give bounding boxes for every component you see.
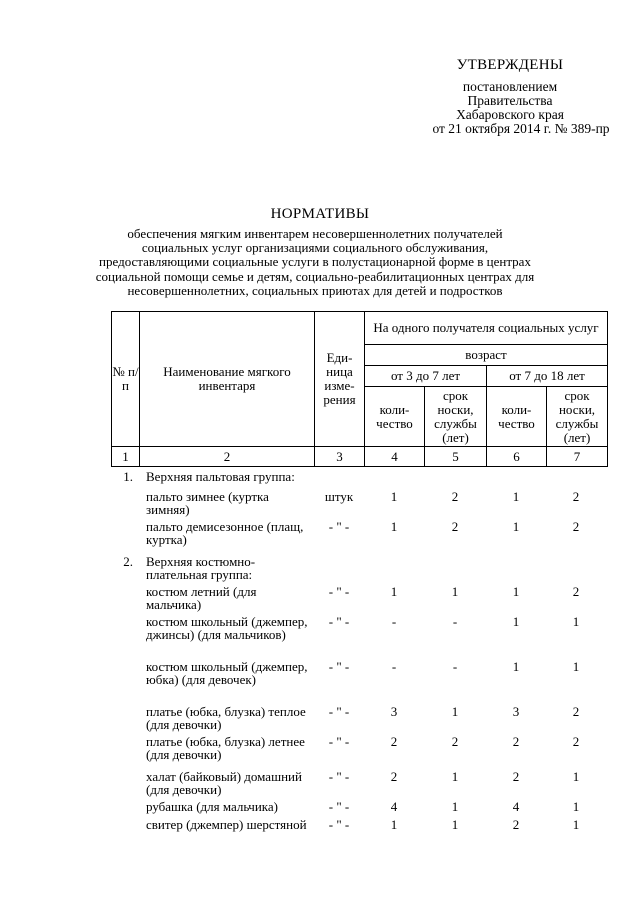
column-number: 7 <box>547 447 608 467</box>
table-row <box>111 770 606 797</box>
item-name: пальто зимнее (куртка зимняя) <box>146 489 269 518</box>
qty-7-18: 3 <box>512 704 520 719</box>
qty-3-7: 1 <box>390 519 398 534</box>
document-subtitle: обеспечения мягким инвентарем несовершеннолетних получателей социальных услуг организациями социального обслуживания, предоставляющими социальные услуги в полустационарной форме в центрах социальной помощи семье и детям, социально-реабилитационных центрах для несовершеннолетних, социальных приютах для детей и подростков <box>95 226 535 298</box>
item-name: Верхняя костюмно-плательная группа: <box>146 554 256 583</box>
term-3-7: 1 <box>451 817 459 832</box>
term-7-18: 2 <box>572 519 580 534</box>
table-row <box>111 490 606 517</box>
qty-7-18: 2 <box>512 817 520 832</box>
column-number: 4 <box>365 447 425 467</box>
table-row <box>111 660 606 687</box>
item-name: пальто демисезонное (плащ, куртка) <box>146 519 304 548</box>
qty-7-18: 1 <box>512 614 520 629</box>
term-7-18: 2 <box>572 489 580 504</box>
item-name: костюм школьный (джемпер, юбка) (для девочек) <box>146 659 308 688</box>
term-3-7: 2 <box>451 519 459 534</box>
header-age-3-7: от 3 до 7 лет <box>365 366 487 387</box>
item-unit: - " - <box>328 614 350 629</box>
table-row <box>111 818 606 831</box>
header-qty: коли-чество <box>487 387 547 447</box>
qty-3-7: 3 <box>390 704 398 719</box>
term-7-18 <box>546 470 606 483</box>
header-per-recipient: На одного получателя социальных услуг <box>365 312 608 345</box>
item-name: свитер (джемпер) шерстяной <box>146 817 307 832</box>
qty-3-7: 2 <box>390 769 398 784</box>
term-7-18: 2 <box>572 704 580 719</box>
row-number <box>111 520 139 547</box>
qty-3-7: 1 <box>390 817 398 832</box>
document-title: НОРМАТИВЫ <box>270 206 370 222</box>
header-name: Наименование мягкого инвентаря <box>140 312 315 447</box>
table-row <box>111 585 606 612</box>
approval-line: Хабаровского края <box>456 107 564 123</box>
item-name: платье (юбка, блузка) летнее (для девочки) <box>146 734 305 763</box>
approval-line: постановлением <box>462 78 558 94</box>
table-row <box>111 800 606 813</box>
approval-date: от 21 октября 2014 г. № 389-пр <box>432 121 610 137</box>
table-row <box>111 520 606 547</box>
row-number: 2. <box>123 554 133 569</box>
row-number: 1. <box>123 469 133 484</box>
row-number <box>111 818 139 831</box>
qty-3-7: 1 <box>390 584 398 599</box>
term-3-7: - <box>452 659 458 674</box>
table-row <box>111 705 606 732</box>
approval-block <box>380 58 640 136</box>
item-name: рубашка (для мальчика) <box>146 799 279 814</box>
item-unit <box>314 470 364 483</box>
qty-7-18: 1 <box>512 584 520 599</box>
qty-7-18: 1 <box>512 659 520 674</box>
term-7-18: 1 <box>572 817 580 832</box>
term-3-7: 1 <box>451 769 459 784</box>
table-row <box>111 470 606 483</box>
term-7-18: 1 <box>572 614 580 629</box>
term-7-18: 1 <box>572 659 580 674</box>
item-unit: - " - <box>328 817 350 832</box>
header-age-7-18: от 7 до 18 лет <box>487 366 608 387</box>
item-unit: - " - <box>328 584 350 599</box>
term-3-7 <box>424 555 486 582</box>
column-number: 2 <box>140 447 315 467</box>
item-unit: - " - <box>328 519 350 534</box>
row-number <box>111 770 139 797</box>
term-7-18: 1 <box>572 769 580 784</box>
term-3-7: 2 <box>451 489 459 504</box>
header-unit: Еди-ница изме-рения <box>315 312 365 447</box>
column-number: 3 <box>315 447 365 467</box>
table-row <box>111 735 606 762</box>
row-number <box>111 735 139 762</box>
item-unit: штук <box>324 489 354 504</box>
qty-7-18: 4 <box>512 799 520 814</box>
term-3-7: 1 <box>451 584 459 599</box>
column-number: 6 <box>487 447 547 467</box>
table-row <box>111 615 606 642</box>
qty-7-18: 1 <box>512 489 520 504</box>
row-number <box>111 705 139 732</box>
term-3-7: 1 <box>451 704 459 719</box>
item-unit: - " - <box>328 704 350 719</box>
item-unit: - " - <box>328 769 350 784</box>
qty-3-7: - <box>391 659 397 674</box>
row-number <box>111 660 139 687</box>
qty-7-18: 2 <box>512 734 520 749</box>
qty-7-18 <box>486 555 546 582</box>
term-7-18 <box>546 555 606 582</box>
row-number <box>111 800 139 813</box>
term-3-7: 1 <box>451 799 459 814</box>
approval-line: Правительства <box>467 92 553 108</box>
row-number <box>111 585 139 612</box>
term-3-7 <box>424 470 486 483</box>
row-number <box>111 490 139 517</box>
term-7-18: 2 <box>572 734 580 749</box>
qty-7-18: 1 <box>512 519 520 534</box>
item-unit: - " - <box>328 799 350 814</box>
term-7-18: 1 <box>572 799 580 814</box>
header-term: срок носки, службы (лет) <box>425 387 487 447</box>
term-3-7: 2 <box>451 734 459 749</box>
item-name: халат (байковый) домашний (для девочки) <box>146 769 302 798</box>
qty-7-18: 2 <box>512 769 520 784</box>
item-name: костюм школьный (джемпер, джинсы) (для мальчиков) <box>146 614 308 643</box>
table-row <box>111 555 606 582</box>
header-age: возраст <box>365 345 608 366</box>
approval-title: УТВЕРЖДЕНЫ <box>456 57 564 73</box>
item-unit: - " - <box>328 734 350 749</box>
item-unit <box>314 555 364 582</box>
qty-3-7: 1 <box>390 489 398 504</box>
qty-3-7 <box>364 555 424 582</box>
column-number: 1 <box>112 447 140 467</box>
qty-3-7: - <box>391 614 397 629</box>
column-number: 5 <box>425 447 487 467</box>
item-name: Верхняя пальтовая группа: <box>146 469 295 484</box>
term-7-18: 2 <box>572 584 580 599</box>
table-header <box>111 311 608 467</box>
term-3-7: - <box>452 614 458 629</box>
qty-3-7: 2 <box>390 734 398 749</box>
item-name: костюм летний (для мальчика) <box>146 584 257 613</box>
header-term: срок носки, службы (лет) <box>547 387 608 447</box>
row-number <box>111 615 139 642</box>
header-qty: коли-чество <box>365 387 425 447</box>
item-unit: - " - <box>328 659 350 674</box>
qty-3-7: 4 <box>390 799 398 814</box>
qty-7-18 <box>486 470 546 483</box>
header-no: № п/п <box>112 312 140 447</box>
qty-3-7 <box>364 470 424 483</box>
item-name: платье (юбка, блузка) теплое (для девочки) <box>146 704 306 733</box>
